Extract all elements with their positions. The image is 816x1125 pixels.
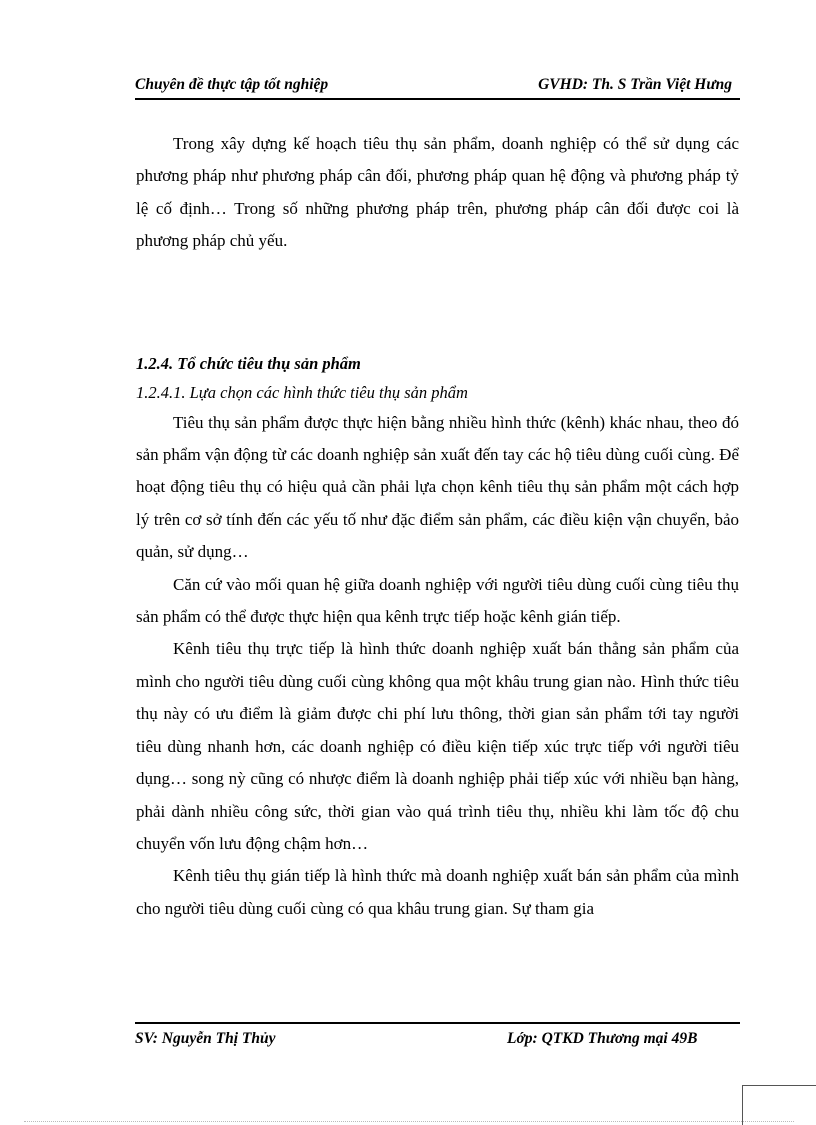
page-header — [135, 74, 740, 100]
body-paragraph-4: Kênh tiêu thụ gián tiếp là hình thức mà doanh nghiệp xuất bán sản phẩm của mình cho người tiêu dùng cuối cùng có qua khâu trung gian. Sự tham gia — [136, 866, 739, 918]
section-heading: 1.2.4. Tổ chức tiêu thụ sản phẩm — [136, 353, 361, 373]
header-document-title: Chuyên đề thực tập tốt nghiệp — [135, 76, 329, 93]
page-content — [136, 128, 739, 925]
body-paragraph-2: Căn cứ vào mối quan hệ giữa doanh nghiệp với người tiêu dùng cuối cùng tiêu thụ sản phẩm có thể được thực hiện qua kênh trực tiếp hoặc kênh gián tiếp. — [136, 574, 739, 627]
subsection-heading: 1.2.4.1. Lựa chọn các hình thức tiêu thụ sản phẩm — [136, 382, 468, 402]
footer-student-name: SV: Nguyễn Thị Thủy — [135, 1030, 276, 1047]
body-paragraph-3: Kênh tiêu thụ trực tiếp là hình thức doanh nghiệp xuất bán thẳng sản phẩm của mình cho người tiêu dùng cuối cùng không qua một khâu trung gian nào. Hình thức tiêu thụ này có ưu điểm là giảm được chi phí lưu thông, thời gian sản phẩm tới tay người tiêu dùng nhanh hơn, các doanh nghiệp có điều kiện tiếp xúc trực tiếp với người tiêu dụng… song nỳ cũng có nhược điểm là doanh nghiệp phải tiếp xúc với nhiều bạn hàng, phải dành nhiều công sức, thời gian vào quá trình tiêu thụ, nhiều khi làm tốc độ chu chuyển vốn lưu động chậm hơn… — [136, 639, 739, 853]
header-supervisor: GVHD: Th. S Trần Việt Hưng — [538, 76, 732, 93]
body-paragraph-1: Tiêu thụ sản phẩm được thực hiện bằng nhiều hình thức (kênh) khác nhau, theo đó sản phẩm vận động từ các doanh nghiệp sản xuất đến tay các hộ tiêu dùng cuối cùng. Để hoạt động tiêu thụ có hiệu quả cần phải lựa chọn kênh tiêu thụ sản phẩm một cách hợp lý trên cơ sở tính đến các yếu tố như đặc điểm sản phẩm, các điều kiện vận chuyển, bảo quản, sử dụng… — [136, 412, 739, 562]
crop-mark-vertical — [742, 1085, 743, 1125]
footer-class: Lớp: QTKD Thương mại 49B — [507, 1030, 698, 1047]
crop-mark-horizontal — [742, 1085, 816, 1086]
page-edge-dotted-line — [24, 1121, 794, 1122]
page-footer — [135, 1022, 740, 1054]
section-spacer — [136, 258, 739, 349]
intro-paragraph: Trong xây dựng kế hoạch tiêu thụ sản phẩm, doanh nghiệp có thể sử dụng các phương pháp như phương pháp cân đối, phương pháp quan hệ động và phương pháp tỷ lệ cố định… Trong số những phương pháp trên, phương pháp cân đối được coi là phương pháp chủ yếu. — [136, 134, 739, 251]
